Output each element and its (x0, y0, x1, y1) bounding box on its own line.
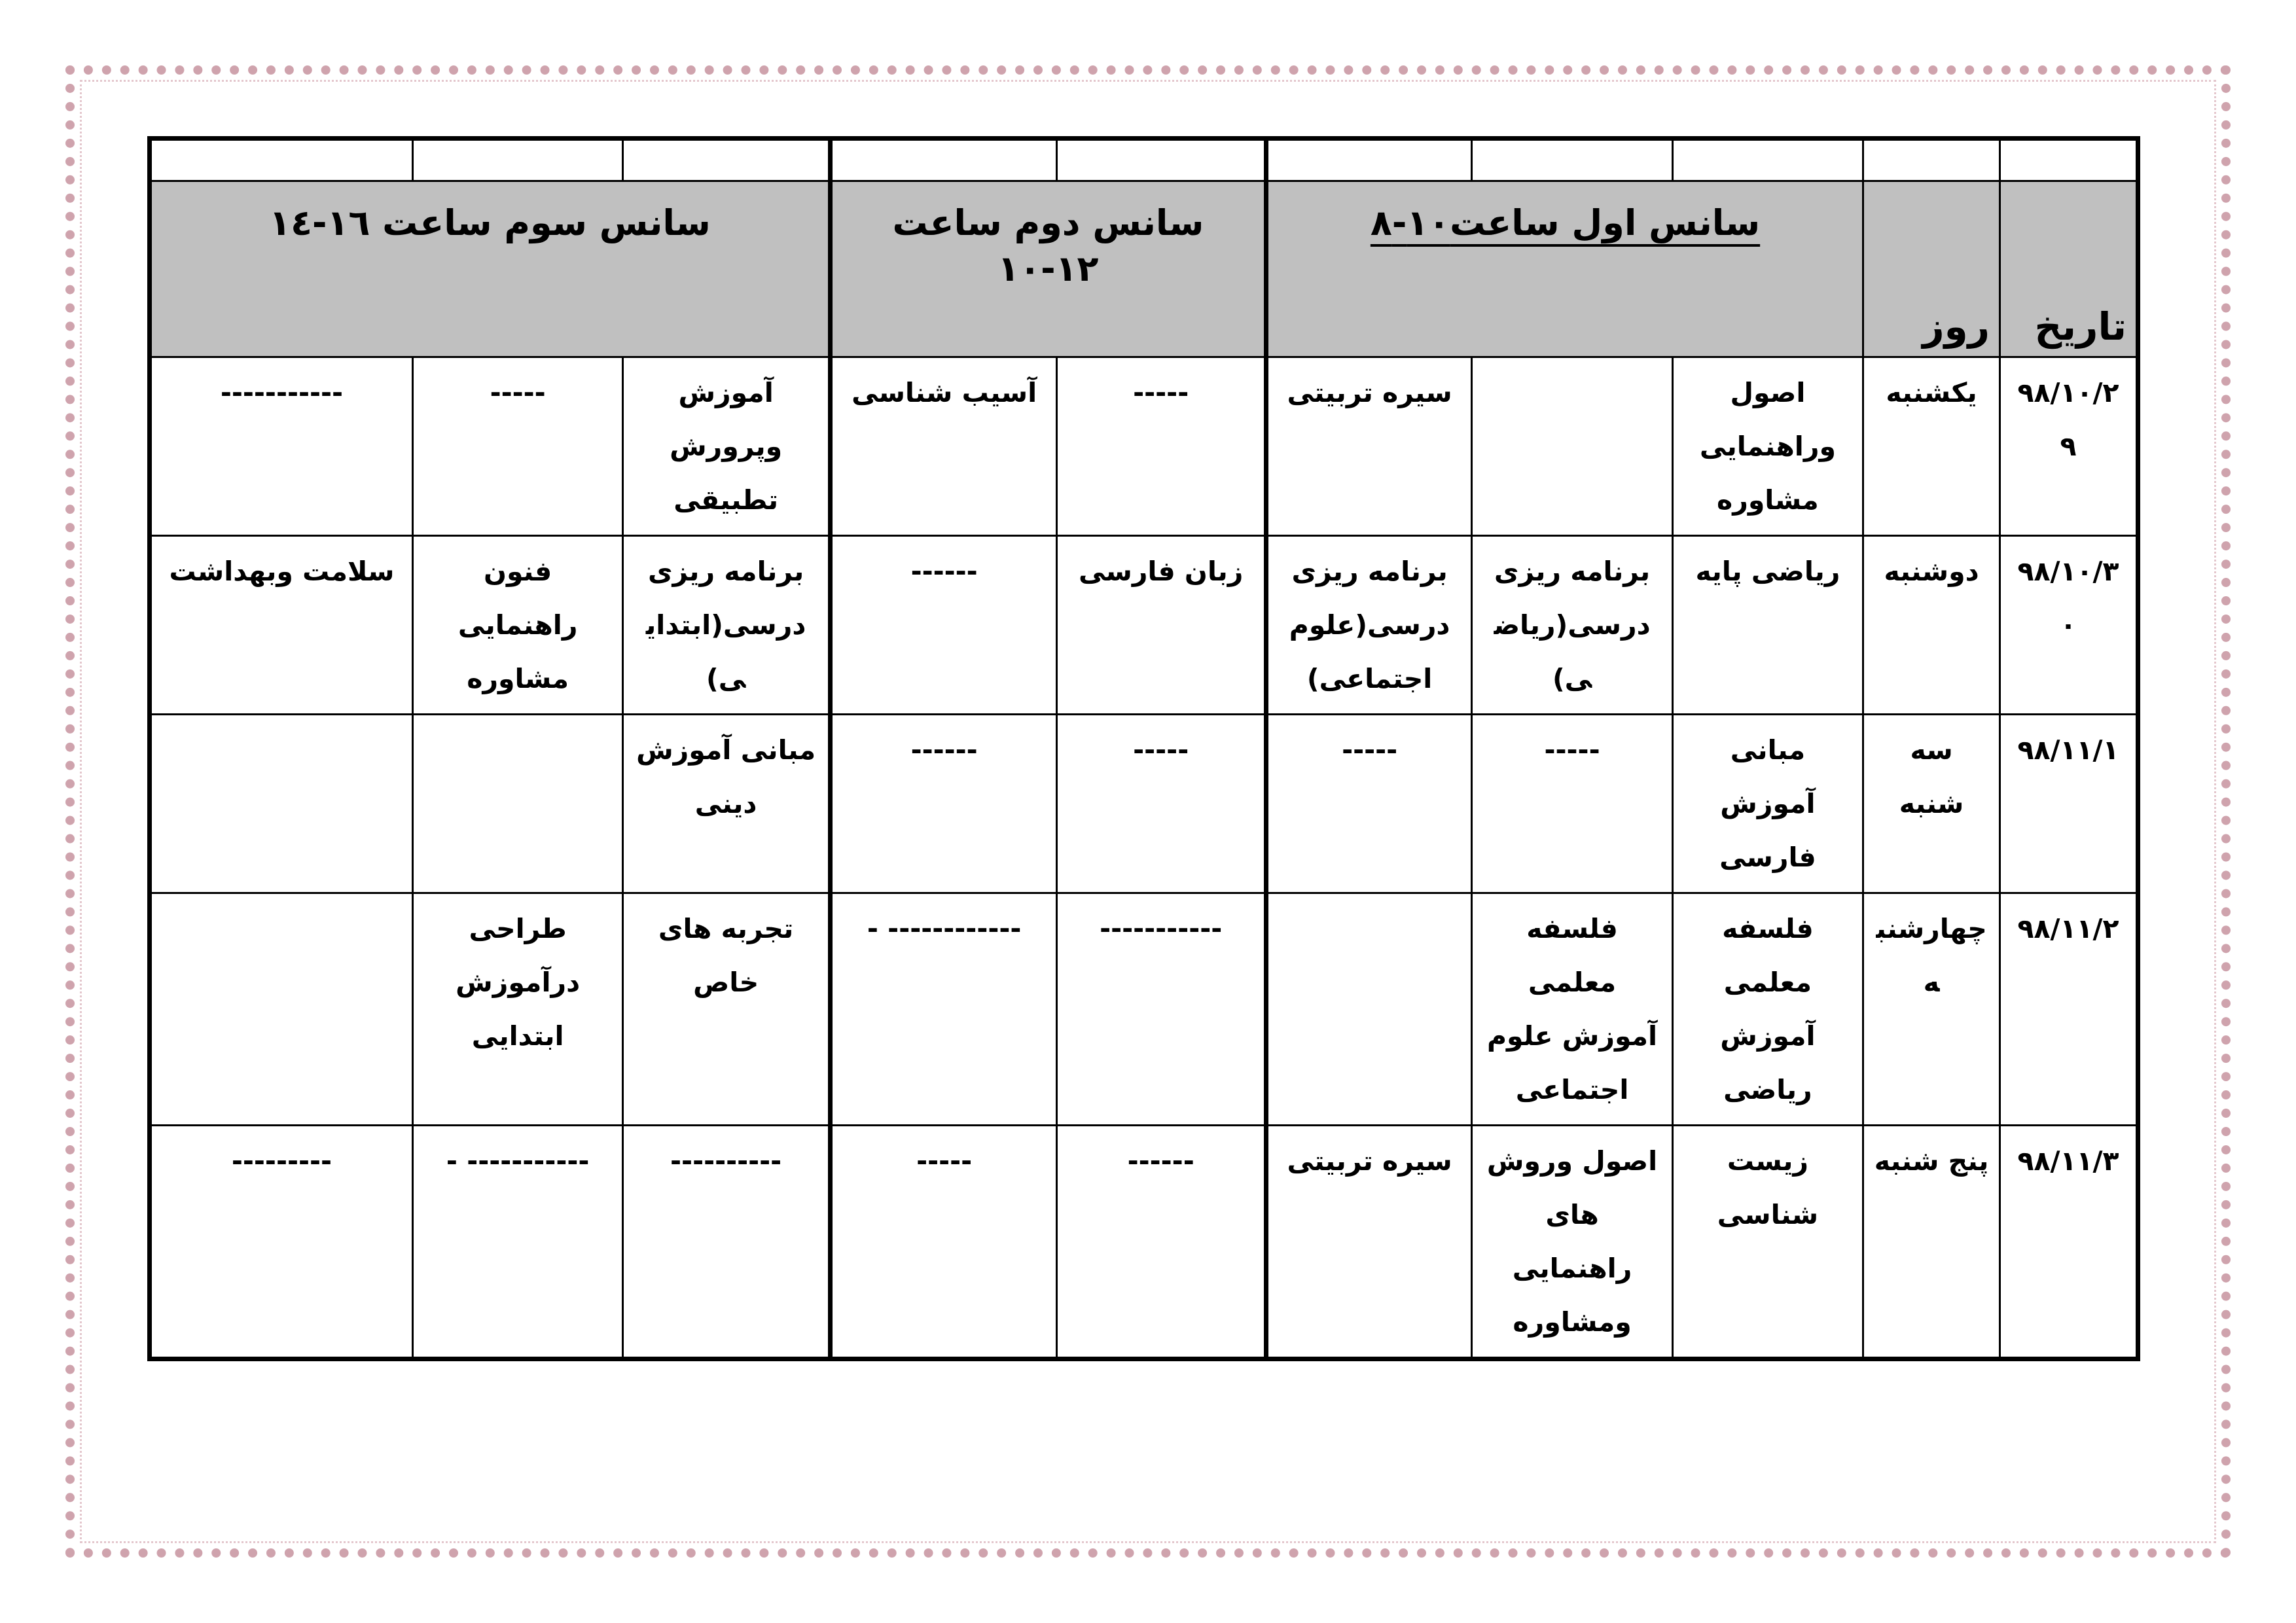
date-cell: ۹۸/۱۰/۲۹ (2000, 357, 2138, 536)
class-cell: فلسفه معلمی آموزش علوم اجتماعی (1472, 893, 1672, 1126)
class-cell (150, 893, 413, 1126)
class-cell: ----- (830, 1126, 1057, 1359)
class-cell: ------------ - (830, 893, 1057, 1126)
day-cell: یکشنبه (1863, 357, 2000, 536)
empty-cell (1472, 139, 1672, 181)
class-cell: ----------- (150, 357, 413, 536)
class-cell: ----- (1057, 357, 1266, 536)
class-cell (1472, 357, 1672, 536)
class-cell: اصول وراهنمایی مشاوره (1672, 357, 1863, 536)
empty-cell (1057, 139, 1266, 181)
session1-title: سانس اول ساعت۱۰-۸ (1370, 202, 1761, 243)
class-cell: برنامه ریزی درسی(علوم اجتماعی) (1266, 536, 1471, 715)
table-row (150, 536, 2138, 715)
class-cell: زیست شناسی (1672, 1126, 1863, 1359)
class-cell: طراحی درآموزش ابتدایی (412, 893, 622, 1126)
class-cell: ----- (1266, 715, 1471, 893)
class-cell: سیره تربیتی (1266, 357, 1471, 536)
table-row (150, 1126, 2138, 1359)
header-row (150, 181, 2138, 357)
empty-cell (1863, 139, 2000, 181)
class-cell: ----- (412, 357, 622, 536)
class-cell: مبانی آموزش فارسی (1672, 715, 1863, 893)
empty-cell (830, 139, 1057, 181)
class-cell: فلسفه معلمی آموزش ریاضی (1672, 893, 1863, 1126)
day-cell: پنج شنبه (1863, 1126, 2000, 1359)
class-cell: سیره تربیتی (1266, 1126, 1471, 1359)
class-cell: تجربه های خاص (623, 893, 830, 1126)
class-cell: مبانی آموزش دینی (623, 715, 830, 893)
class-cell: ----- (1472, 715, 1672, 893)
day-cell: سه شنبه (1863, 715, 2000, 893)
class-cell: آموزش وپرورش تطبیقی (623, 357, 830, 536)
class-cell: ------ (1057, 1126, 1266, 1359)
class-cell: زبان فارسی (1057, 536, 1266, 715)
class-cell: ------ (830, 715, 1057, 893)
class-cell: ----------- (1057, 893, 1266, 1126)
class-cell: --------- (150, 1126, 413, 1359)
class-cell: ---------- (623, 1126, 830, 1359)
class-cell: آسیب شناسی (830, 357, 1057, 536)
session3-header: سانس سوم ساعت ۱٦-۱٤ (150, 181, 831, 357)
class-cell: ریاضی پایه (1672, 536, 1863, 715)
date-cell: ۹۸/۱۱/۳ (2000, 1126, 2138, 1359)
empty-cell (2000, 139, 2138, 181)
class-cell (150, 715, 413, 893)
class-cell: فنون راهنمایی مشاوره (412, 536, 622, 715)
class-cell: برنامه ریزی درسی(ریاضی) (1472, 536, 1672, 715)
day-cell: دوشنبه (1863, 536, 2000, 715)
session1-header (1266, 181, 1863, 357)
class-cell: سلامت وبهداشت (150, 536, 413, 715)
empty-cell (1266, 139, 1471, 181)
class-cell: اصول وروش های راهنمایی ومشاوره (1472, 1126, 1672, 1359)
day-header: روز (1863, 181, 2000, 357)
class-cell (412, 715, 622, 893)
date-cell: ۹۸/۱۱/۲ (2000, 893, 2138, 1126)
schedule-table (147, 136, 2140, 1361)
day-cell: چهارشنبه (1863, 893, 2000, 1126)
session2-header: سانس دوم ساعت ۱۲-۱۰ (830, 181, 1266, 357)
date-header: تاریخ (2000, 181, 2138, 357)
class-cell: ----- (1057, 715, 1266, 893)
empty-cell (150, 139, 413, 181)
empty-top-row (150, 139, 2138, 181)
empty-cell (1672, 139, 1863, 181)
class-cell (1266, 893, 1471, 1126)
table-row (150, 357, 2138, 536)
date-cell: ۹۸/۱۱/۱ (2000, 715, 2138, 893)
class-cell: برنامه ریزی درسی(ابتدایی) (623, 536, 830, 715)
class-cell: ----------- - (412, 1126, 622, 1359)
empty-cell (623, 139, 830, 181)
class-cell: ------ (830, 536, 1057, 715)
table-row (150, 715, 2138, 893)
empty-cell (412, 139, 622, 181)
date-cell: ۹۸/۱۰/۳۰ (2000, 536, 2138, 715)
table-row (150, 893, 2138, 1126)
